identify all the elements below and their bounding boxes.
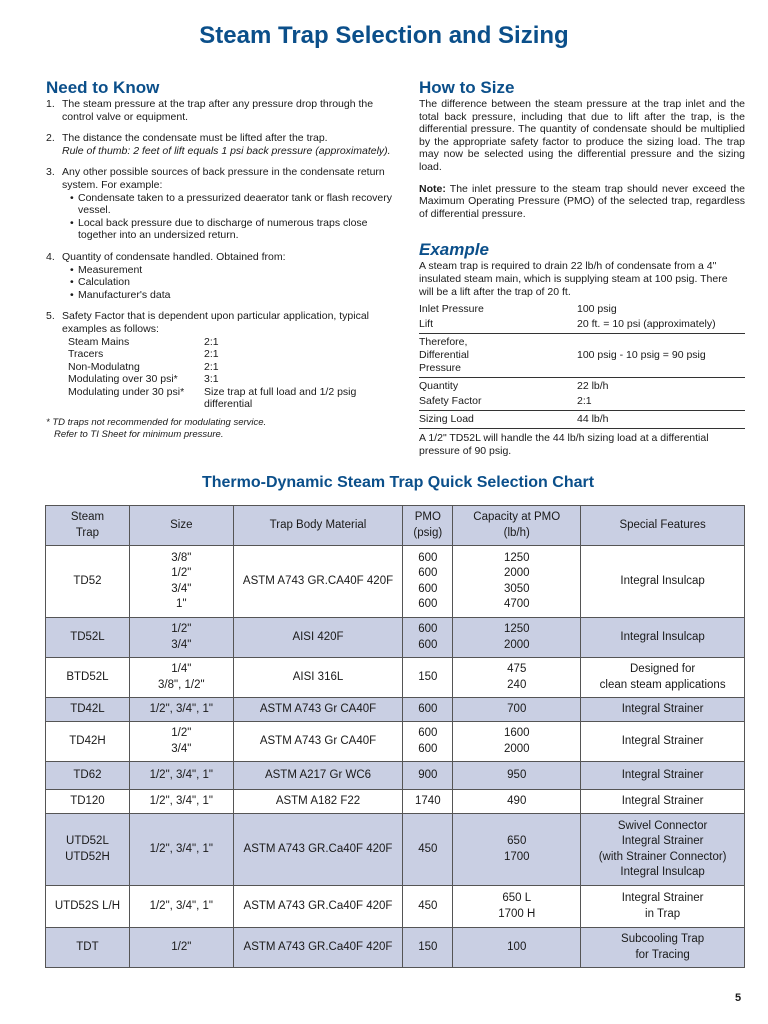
bullet-item: • Condensate taken to a pressurized deaerator tank or flash recovery vessel. [70,191,393,217]
example-intro: A steam trap is required to drain 22 lb/h of condensate from a 4" insulated steam main, which is supplying steam at 100 psig. There will be a lift after the trap of 20 ft. [419,260,728,298]
note-paragraph [419,183,745,221]
table-row [46,928,745,968]
footnote: * TD traps not recommended for modulating service. Refer to TI Sheet for minimum pressure. [46,417,267,441]
example-row: Safety Factor 2:1 [419,395,592,408]
note-text: The inlet pressure to the steam trap should never exceed the Maximum Operating Pressure (PMO) of the selected trap, regardless of differential pressure. [419,182,745,220]
trap-cell: TD62 [46,762,130,790]
material-cell: ASTM A182 F22 [233,790,403,814]
list-item-text: Quantity of condensate handled. Obtained from: [62,250,286,263]
capacity-cell: 100 [453,928,581,968]
features-cell: Integral Strainer [581,790,745,814]
pmo-cell: 150 [403,658,453,698]
how-to-size-section [419,78,745,457]
safety-factor-app: Tracers [68,348,104,361]
size-cell: 1/2", 3/4", 1" [129,790,233,814]
need-to-know-list [46,98,404,411]
features-cell: Integral Strainer [581,762,745,790]
list-item-number: 3. [46,166,55,179]
example-row: Lift 20 ft. = 10 psi (approximately) [419,318,716,331]
pmo-cell: 600 [403,698,453,722]
list-item-text: Any other possible sources of back pressure in the condensate return system. For example: [62,166,385,191]
table-row [46,814,745,886]
safety-factor-value: 3:1 [204,373,219,386]
example-heading: Example [419,240,489,260]
example-conclusion: A 1/2" TD52L will handle the 44 lb/h sizing load at a differential pressure of 90 psig. [419,428,745,457]
trap-cell: UTD52L UTD52H [46,814,130,886]
pmo-cell: 900 [403,762,453,790]
pmo-cell: 600 600 [403,618,453,658]
capacity-cell: 650 1700 [453,814,581,886]
capacity-cell: 1250 2000 3050 4700 [453,546,581,618]
example-row: Inlet Pressure 100 psig [419,303,617,316]
safety-factor-app: Modulating under 30 psi* [68,385,185,398]
size-cell: 1/2", 3/4", 1" [129,814,233,886]
material-cell: ASTM A743 GR.Ca40F 420F [233,928,403,968]
bullet-item: • Manufacturer's data [70,288,171,301]
material-cell: ASTM A217 Gr WC6 [233,762,403,790]
table-row [46,658,745,698]
column-header: Capacity at PMO (lb/h) [453,506,581,546]
column-header: Trap Body Material [233,506,403,546]
size-cell: 1/2", 3/4", 1" [129,698,233,722]
selection-chart-table [45,505,745,968]
bullet-icon: • [70,263,74,276]
material-cell: ASTM A743 Gr CA40F [233,722,403,762]
table-row [46,790,745,814]
material-cell: ASTM A743 GR.Ca40F 420F [233,814,403,886]
trap-cell: UTD52S L/H [46,886,130,928]
bullet-icon: • [70,216,74,229]
list-item-number: 2. [46,132,55,145]
table-row [46,886,745,928]
list-item-number: 4. [46,250,55,263]
rule-of-thumb-note: Rule of thumb: 2 feet of lift equals 1 psi back pressure (approximately). [62,144,391,157]
how-to-size-heading: How to Size [419,78,515,97]
capacity-cell: 1600 2000 [453,722,581,762]
pmo-cell: 600 600 600 600 [403,546,453,618]
list-item-text: The steam pressure at the trap after any pressure drop through the control valve or equipment. [62,98,374,123]
column-header: PMO (psig) [403,506,453,546]
column-header: Special Features [581,506,745,546]
material-cell: AISI 316L [233,658,403,698]
pmo-cell: 150 [403,928,453,968]
trap-cell: TD52L [46,618,130,658]
size-cell: 1/4" 3/8", 1/2" [129,658,233,698]
capacity-cell: 950 [453,762,581,790]
trap-cell: TD42L [46,698,130,722]
pmo-cell: 600 600 [403,722,453,762]
list-item-number: 5. [46,310,55,323]
trap-cell: TD120 [46,790,130,814]
features-cell: Swivel Connector Integral Strainer (with Strainer Connector) Integral Insulcap [581,814,745,886]
need-to-know-section [46,78,404,441]
pmo-cell: 1740 [403,790,453,814]
list-item-text: The distance the condensate must be lifted after the trap. [62,132,328,145]
material-cell: ASTM A743 Gr CA40F [233,698,403,722]
trap-cell: TD42H [46,722,130,762]
bullet-icon: • [70,276,74,289]
example-table [419,301,745,457]
list-item-text: Safety Factor that is dependent upon particular application, typical examples as follows: [62,310,370,335]
safety-factor-app: Steam Mains [68,335,130,348]
list-item [46,132,404,157]
size-cell: 1/2" 3/4" [129,722,233,762]
features-cell: Integral Strainer [581,698,745,722]
table-row [46,762,745,790]
bullet-icon: • [70,191,74,204]
safety-factor-value: 2:1 [204,335,219,348]
pmo-cell: 450 [403,886,453,928]
how-to-size-paragraph: The difference between the steam pressure at the trap inlet and the total back pressure, including that due to lift after the trap, is the differential pressure. The quantity of condensate should be multiplied by the appropriate safety factor to produce the sizing load. The trap may now be selected using the differential pressure and the sizing load. [419,98,745,173]
list-item [46,98,404,123]
safety-factor-value: 2:1 [204,360,219,373]
size-cell: 3/8" 1/2" 3/4" 1" [129,546,233,618]
material-cell: AISI 420F [233,618,403,658]
features-cell: Subcooling Trap for Tracing [581,928,745,968]
capacity-cell: 475 240 [453,658,581,698]
bullet-item: • Local back pressure due to discharge of numerous traps close together into an undersized return. [70,216,368,242]
table-row [46,546,745,618]
material-cell: ASTM A743 GR.Ca40F 420F [233,886,403,928]
trap-cell: BTD52L [46,658,130,698]
features-cell: Integral Strainer [581,722,745,762]
chart-title: Thermo-Dynamic Steam Trap Quick Selection Chart [201,474,595,491]
features-cell: Integral Strainer in Trap [581,886,745,928]
safety-factor-app: Modulating over 30 psi* [68,373,178,386]
column-header: Steam Trap [46,506,130,546]
list-item [46,251,404,301]
safety-factor-value: Size trap at full load and 1/2 psig differential [204,385,357,411]
capacity-cell: 650 L 1700 H [453,886,581,928]
example-row: Therefore, Differential Pressure 100 psig - 10 psig = 90 psig [419,333,745,377]
size-cell: 1/2" [129,928,233,968]
material-cell: ASTM A743 GR.CA40F 420F [233,546,403,618]
pmo-cell: 450 [403,814,453,886]
table-header-row [46,506,745,546]
features-cell: Integral Insulcap [581,546,745,618]
example-row: Sizing Load 44 lb/h [419,410,745,428]
list-item [46,310,404,411]
page-number: 5 [735,992,742,1004]
features-cell: Integral Insulcap [581,618,745,658]
column-header: Size [129,506,233,546]
note-label: Note: [419,182,446,195]
capacity-cell: 490 [453,790,581,814]
page-title: Steam Trap Selection and Sizing [199,22,569,49]
table-row [46,618,745,658]
safety-factor-app: Non-Modulatng [68,360,140,373]
size-cell: 1/2", 3/4", 1" [129,762,233,790]
safety-factor-table [62,336,404,412]
table-row [46,698,745,722]
bullet-icon: • [70,288,74,301]
features-cell: Designed for clean steam applications [581,658,745,698]
need-to-know-heading: Need to Know [46,78,160,97]
trap-cell: TDT [46,928,130,968]
example-row: Quantity 22 lb/h [419,377,745,395]
capacity-cell: 700 [453,698,581,722]
size-cell: 1/2", 3/4", 1" [129,886,233,928]
list-item-number: 1. [46,98,55,110]
bullet-item: • Calculation [70,276,130,289]
list-item [46,166,404,242]
table-row [46,722,745,762]
safety-factor-value: 2:1 [204,348,219,361]
size-cell: 1/2" 3/4" [129,618,233,658]
trap-cell: TD52 [46,546,130,618]
capacity-cell: 1250 2000 [453,618,581,658]
bullet-item: • Measurement [70,263,143,276]
